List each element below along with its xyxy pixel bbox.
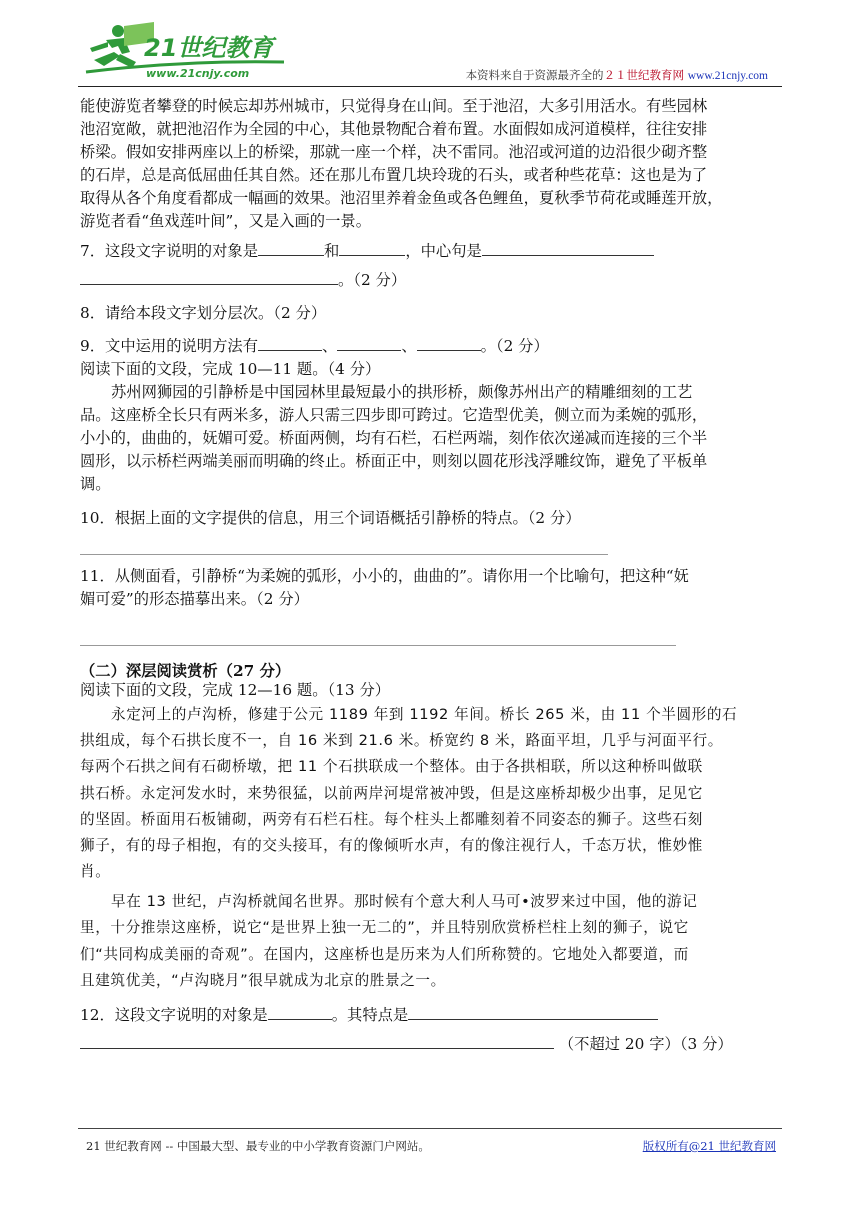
question-12-text: 12．这段文字说明的对象是	[80, 1006, 268, 1025]
footer-text: 21 世纪教育网 -- 中国最大型、最专业的中小学教育资源门户网站。	[86, 1139, 430, 1153]
logo-url: www.21cnjy.com	[146, 67, 250, 80]
passage-line: 每两个石拱之间有石砌桥墩，把 11 个石拱联成一个整体。由于各拱相联，所以这种桥叫做联	[80, 758, 703, 776]
answer-blank[interactable]	[268, 1004, 332, 1020]
passage-2	[80, 381, 780, 496]
passage-line: 早在 13 世纪，卢沟桥就闻名世界。那时候有个意大利人马可•波罗来过中国，他的游记	[111, 893, 698, 911]
passage-1	[80, 95, 780, 234]
passage-line: 们“共同构成美丽的奇观”。在国内，这座桥也是历来为人们所称赞的。它地处入都要道，而	[80, 945, 689, 963]
answer-blank[interactable]	[417, 335, 481, 351]
header-url[interactable]: www.21cnjy.com	[687, 70, 768, 82]
footer-divider	[78, 1128, 782, 1129]
passage-line: 池沼宽敞，就把池沼作为全园的中心，其他景物配合着布置。水面假如成河道模样，往往安排	[80, 120, 708, 139]
question-7-text: ，中心句是	[405, 241, 482, 260]
passage-line: 取得从各个角度看都成一幅画的效果。池沼里养着金鱼或各色鲤鱼，夏秋季节荷花或睡莲开放，	[80, 189, 723, 208]
passage-line: 拱石桥。永定河发水时，来势很猛，以前两岸河堤常被冲毁，但是这座桥却极少出事，足见它	[80, 784, 703, 802]
answer-blank[interactable]	[80, 269, 338, 285]
passage-line: 里，十分推崇这座桥，说它“是世界上独一无二的”，并且特别欣赏桥栏柱上刻的狮子，说它	[80, 919, 689, 937]
question-12-text: 。其特点是	[331, 1006, 409, 1025]
logo-text: 21世纪教育	[144, 34, 274, 62]
question-11: 11．从侧面看，引静桥“为柔婉的弧形，小小的，曲曲的”。请你用一个比喻句，把这种“妩	[80, 566, 689, 585]
section-intro-12-16: 阅读下面的文段，完成 12—16 题。（13 分）	[80, 680, 391, 699]
question-7-text: 7．这段文字说明的对象是	[80, 241, 258, 260]
answer-blank[interactable]	[80, 1033, 554, 1049]
passage-4	[80, 889, 780, 994]
question-8: 8．请给本段文字划分层次。（2 分）	[80, 303, 327, 322]
passage-line: 能使游览者攀登的时候忘却苏州城市，只觉得身在山间。至于池沼，大多引用活水。有些园林	[80, 97, 708, 115]
separator: 、	[401, 336, 417, 355]
passage-line: 调。	[80, 475, 111, 494]
passage-line: 狮子，有的母子相抱，有的交头接耳，有的像倾听水声，有的像注视行人，千态万状，惟妙惟	[80, 836, 703, 854]
answer-blank[interactable]	[337, 335, 401, 351]
question-9	[80, 335, 780, 358]
passage-line: 游览者看“鱼戏莲叶间”，又是入画的一景。	[80, 212, 371, 231]
passage-line: 的坚固。桥面用石板铺砌，两旁有石栏石柱。每个柱头上都雕刻着不同姿态的狮子。这些石刻	[80, 810, 703, 828]
question-9-text: 9．文中运用的说明方法有	[80, 336, 258, 355]
header-site-name[interactable]: ２１世纪教育网	[603, 68, 685, 82]
question-7-text: 和	[324, 241, 340, 260]
passage-line: 拱组成，每个石拱长度不一，自 16 米到 21.6 米。桥宽约 8 米，路面平坦，几乎与河面平行。	[80, 732, 723, 750]
answer-blank[interactable]	[339, 240, 405, 256]
answer-blank[interactable]	[258, 240, 324, 256]
answer-blank[interactable]	[258, 335, 322, 351]
footer-copyright-link[interactable]: 版权所有@21 世纪教育网	[642, 1139, 776, 1153]
separator: 、	[322, 336, 338, 355]
answer-blank[interactable]	[408, 1004, 658, 1020]
passage-line: 品。这座桥全长只有两米多，游人只需三四步即可跨过。它造型优美，侧立而为柔婉的弧形，	[80, 406, 708, 425]
site-logo	[84, 22, 294, 84]
passage-3	[80, 702, 780, 885]
section-intro-10-11: 阅读下面的文段，完成 10—11 题。（4 分）	[80, 359, 381, 378]
header-divider	[78, 86, 782, 87]
document-body	[80, 95, 780, 1056]
question-12-cont	[80, 1033, 780, 1056]
passage-line: 肖。	[80, 863, 111, 881]
question-10: 10．根据上面的文字提供的信息，用三个词语概括引静桥的特点。（2 分）	[80, 508, 581, 527]
passage-line: 永定河上的卢沟桥，修建于公元 1189 年到 1192 年间。桥长 265 米，由 11 个半圆形的石	[111, 705, 738, 723]
passage-line: 且建筑优美，“卢沟晓月”很早就成为北京的胜景之一。	[80, 971, 446, 989]
question-7	[80, 240, 780, 263]
question-11-cont: 媚可爱”的形态描摹出来。（2 分）	[80, 589, 309, 608]
header-note-prefix: 本资料来自于资源最齐全的	[465, 68, 604, 82]
section-heading: （二）深层阅读赏析（27 分）	[80, 661, 291, 680]
passage-line: 圆形，以示桥栏两端美丽而明确的终止。桥面正中，则刻以圆花形浅浮雕纹饰，避免了平板单	[80, 452, 708, 471]
question-9-score: 。（2 分）	[480, 336, 549, 355]
passage-line: 苏州网狮园的引静桥是中国园林里最短最小的拱形桥，颇像苏州出产的精雕细刻的工艺	[111, 383, 693, 402]
question-12	[80, 1004, 780, 1027]
passage-line: 的石岸，总是高低屈曲任其自然。还在那儿布置几块玲珑的石头，或者种些花草：这也是为了	[80, 166, 708, 185]
page-header	[0, 0, 860, 92]
answer-blank[interactable]	[482, 240, 654, 256]
question-7-cont	[80, 269, 780, 292]
header-note	[466, 67, 768, 83]
question-12-score: （不超过 20 字）（3 分）	[558, 1035, 733, 1054]
question-7-score: 。（2 分）	[338, 270, 407, 289]
passage-line: 桥梁。假如安排两座以上的桥梁，那就一座一个样，决不雷同。池沼或河道的边沿很少砌齐整	[80, 143, 708, 162]
passage-line: 小小的，曲曲的，妩媚可爱。桥面两侧，均有石栏，石栏两端，刻作依次递减而连接的三个半	[80, 429, 708, 448]
